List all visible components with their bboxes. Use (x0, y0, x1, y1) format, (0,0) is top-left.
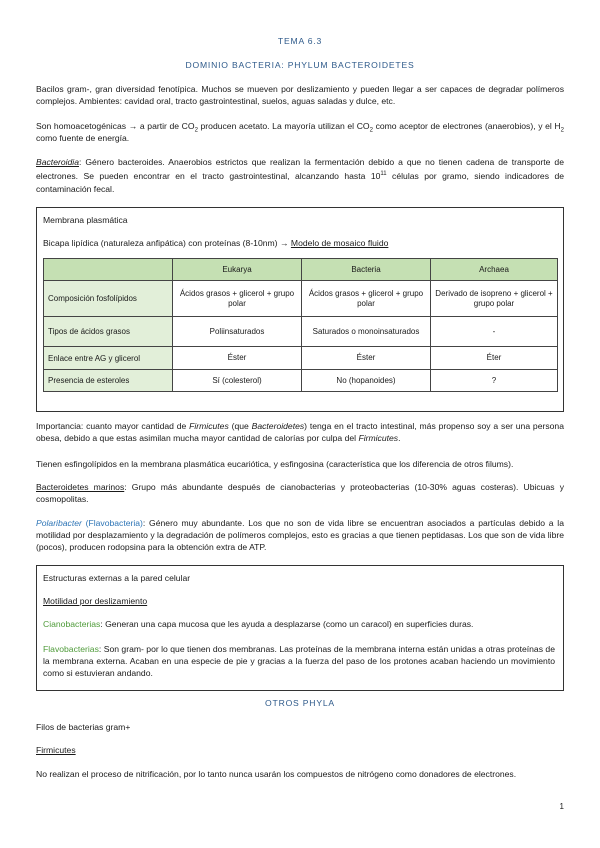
membrane-box-title: Membrana plasmática (43, 215, 128, 225)
membrane-comparison-table (43, 258, 558, 392)
cyanobacteria-line: Cianobacterias: Generan una capa mucosa que les ayuda a desplazarse (como un caracol) en superficies duras. (43, 619, 474, 629)
polaribacter-paragraph: Polaribacter (Flavobacteria): Género muy abundante. Los que no son de vida libre se encuentran asociados a partículas debido a la motilidad por desplazamiento y la degradación de polímeros complejos, esto es gracias a que tienen peptidasas. Los que son de vida libre (pocos), producen rodopsina para la obtención extra de ATP. (36, 518, 564, 552)
nitrification-paragraph: No realizan el proceso de nitrificación, por lo tanto nunca usarán los compuestos de nitrógeno como donadores de electrones. (36, 769, 517, 779)
row-label: Enlace entre AG y glicerol (44, 347, 173, 370)
bacteroidia-paragraph: Bacteroidia: Género bacteroides. Anaerobios estrictos que realizan la fermentación debido a que no tienen cadena de transporte de electrones. Se pueden encontrar en el tracto gastrointestinal, alcanzando hasta $10^{11}$ células por gramo, siendo indicadores de contaminación fecal. (36, 157, 565, 194)
table-header-archaea: Archaea (431, 259, 558, 281)
table-cell: No (hopanoides) (302, 370, 431, 392)
polaribacter-term: Polaribacter (36, 518, 82, 528)
table-cell: ? (431, 370, 558, 392)
table-header-empty (44, 259, 173, 281)
table-header-row (44, 259, 558, 281)
page-number: 1 (559, 802, 564, 811)
table-cell: Sí (colesterol) (173, 370, 302, 392)
bacteroidia-term: Bacteroidia (36, 157, 79, 167)
membrane-box (36, 207, 564, 412)
marine-bacteroidetes-paragraph: Bacteroidetes marinos: Grupo más abundante después de cianobacterias y proteobacterias (10-30% aguas costeras). Ubicuas y cosmopolitas. (36, 482, 564, 504)
firmicutes-heading: Firmicutes (36, 745, 76, 755)
membrane-description: Bicapa lipídica (naturaleza anfipática) con proteínas (8-10nm) → Modelo de mosaico fluido (43, 238, 389, 248)
table-row (44, 281, 558, 317)
table-cell: Ácidos grasos + glicerol + grupo polar (173, 281, 302, 317)
row-label: Presencia de esteroles (44, 370, 173, 392)
table-row (44, 370, 558, 392)
table-cell: Ácidos grasos + glicerol + grupo polar (302, 281, 431, 317)
table-cell: - (431, 317, 558, 347)
topic-number: TEMA 6.3 (277, 36, 323, 46)
homoacetogenic-paragraph: Son homoacetogénicas → a partir de $CO_2$ producen acetato. La mayoría utilizan el $CO_2$ como aceptor de electrones (anaerobios), y el $H_2$ como fuente de energía. (36, 121, 564, 143)
cyanobacteria-term: Cianobacterias (43, 619, 101, 629)
table-cell: Poliinsaturados (173, 317, 302, 347)
table-row (44, 317, 558, 347)
table-cell: Éster (302, 347, 431, 370)
table-cell: Éster (173, 347, 302, 370)
table-row (44, 347, 558, 370)
structures-box-title: Estructuras externas a la pared celular (43, 573, 191, 583)
section-title: DOMINIO BACTERIA: PHYLUM BACTEROIDETES (185, 60, 415, 70)
importance-paragraph: Importancia: cuanto mayor cantidad de Firmicutes (que Bacteroidetes) tenga en el tracto intestinal, más propenso soy a ser una persona obesa, debido a que estas asimilan mucha mayor cantidad de calorías por culpa del Firmicutes. (36, 421, 564, 443)
marine-bacteroidetes-term: Bacteroidetes marinos (36, 482, 125, 492)
gliding-motility-heading: Motilidad por deslizamiento (43, 596, 148, 606)
flavobacteria-term: Flavobacterias (43, 644, 99, 654)
table-cell: Saturados o monoinsaturados (302, 317, 431, 347)
table-cell: Derivado de isopreno + glicerol + grupo polar (431, 281, 558, 317)
intro-paragraph: Bacilos gram-, gran diversidad fenotípica. Muchos se mueven por deslizamiento y pueden llegar a ser capaces de degradar polímeros complejos. Ambientes: cavidad oral, tracto gastrointestinal, suelos, aguas saladas y dulce, etc. (36, 84, 564, 106)
row-label: Tipos de ácidos grasos (44, 317, 173, 347)
flavobacteria-paragraph: Flavobacterias: Son gram- por lo que tienen dos membranas. Las proteínas de la membrana interna están unidas a otras proteínas de la membrana externa. Acaban en una especie de pie y gracias a la fuerza del paso de los protones acaban haciendo un movimiento como si estuvieran andando. (43, 644, 555, 678)
sphingolipids-paragraph: Tienen esfingolípidos en la membrana plasmática eucariótica, y esfingosina (característica que los diferencia de otros filums). (36, 459, 514, 469)
table-cell: Éter (431, 347, 558, 370)
row-label: Composición fosfolípidos (44, 281, 173, 317)
cell-wall-structures-box (36, 565, 564, 691)
fluid-mosaic-model: Modelo de mosaico fluido (290, 238, 389, 248)
table-header-bacteria: Bacteria (302, 259, 431, 281)
gram-positive-phyla-line: Filos de bacterias gram+ (36, 722, 131, 732)
table-header-eukarya: Eukarya (173, 259, 302, 281)
other-phyla-title: OTROS PHYLA (265, 698, 335, 708)
